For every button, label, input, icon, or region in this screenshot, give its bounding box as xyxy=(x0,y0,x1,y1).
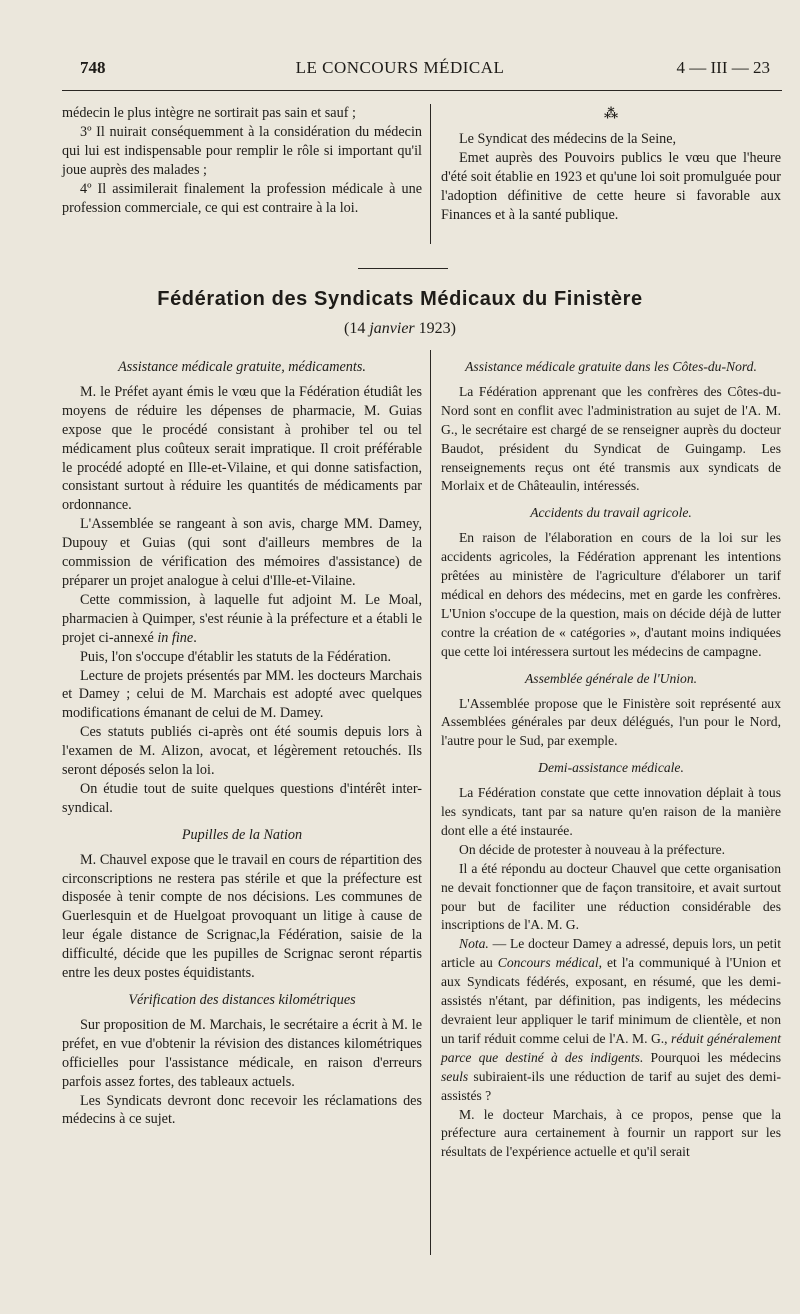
asterism: ⁂ xyxy=(603,107,619,122)
column-divider xyxy=(430,350,431,1255)
text-run-italic: réduit généralement parce que destiné à des indigents. xyxy=(441,1030,781,1065)
subheading: Assemblée générale de l'Union. xyxy=(524,670,698,686)
subheading: Accidents du travail agricole. xyxy=(530,505,692,521)
subheading: Assistance médicale gratuite dans les Côtes-du-Nord. xyxy=(465,359,757,374)
date-part: 1923) xyxy=(414,320,456,337)
paragraph: En raison de l'élaboration en cours de la loi sur les accidents agricoles, la Fédération apprenant les intentions prêtées au ministère de l'agriculture d'élaborer un tarif médical en dehors des médecins, met en garde les confrères. L'Union s'occupe de la question, mais on décide déjà de lutter contre la création de « catégories », d'autant moins indiquées que cette loi intéressera surtout les médecins de campagne. xyxy=(441,530,781,659)
paragraph: Les Syndicats devront donc recevoir les réclamations des médecins à ce sujet. xyxy=(62,1092,422,1128)
top-left-column xyxy=(62,104,422,217)
text-run: Cette commission, à laquelle fut adjoint M. Le Moal, pharmacien à Quimper, s'est réunie à la préfecture et a établi le projet ci-annexé xyxy=(62,591,422,646)
paragraph: L'Assemblée se rangeant à son avis, charge MM. Damey, Dupouy et Guias (qui sont d'ailleurs membres de la commission de vérification des mémoires d'assistance) de préparer un projet analogue à celui d'Ille-et-Vilaine. xyxy=(62,516,422,589)
paragraph: Le Syndicat des médecins de la Seine, xyxy=(459,131,677,147)
text-run: subiraient-ils une réduction de tarif au sujet des demi-assistés ? xyxy=(441,1068,781,1103)
subheading: Assistance médicale gratuite, médicaments. xyxy=(118,359,366,375)
text-run-italic: seuls xyxy=(441,1068,469,1084)
column-divider xyxy=(430,104,431,244)
journal-title: LE CONCOURS MÉDICAL xyxy=(295,58,505,77)
date-part: (14 xyxy=(344,320,370,337)
text-run: , et l'a communiqué à l'Union et aux Syndicats fédérés, exposant, en résumé, que les demi-assistés n'étant, par définition, pas indigents, les médecins devraient leur appliquer le tarif minimum de clientèle, et non un tarif réduit comme celui de l'A. M. G., xyxy=(441,955,781,1046)
subheading: Demi-assistance médicale. xyxy=(538,760,684,776)
paragraph: L'Assemblée propose que le Finistère soit représenté aux Assemblées générales par deux délégués, l'un pour le Nord, l'autre pour le Sud, par exemple. xyxy=(441,695,781,749)
header-rule xyxy=(62,90,782,91)
right-column xyxy=(441,350,781,1162)
issue-date: 4 — III — 23 xyxy=(676,58,770,77)
date-month: janvier xyxy=(369,320,415,337)
paragraph: On décide de protester à nouveau à la préfecture. xyxy=(459,841,726,857)
paragraph xyxy=(62,591,422,648)
text-run: Pourquoi les médecins xyxy=(643,1049,781,1065)
paragraph: Sur proposition de M. Marchais, le secrétaire a écrit à M. le préfet, en vue d'obtenir la révision des distances kilométriques officielles pour l'assistance médicale, en raison d'erreurs parfois assez fortes, des tableaux actuels. xyxy=(62,1016,422,1090)
paragraph: 4º Il assimilerait finalement la profession médicale à une profession commerciale, ce qui est contraire à la loi. xyxy=(62,180,422,216)
text-run-italic: in fine xyxy=(157,629,194,646)
paragraph: Ces statuts publiés ci-après ont été soumis depuis lors à l'examen de M. Alizon, avocat, et légèrement retouchés. Ils seront déposés selon la loi. xyxy=(62,724,422,779)
left-column xyxy=(62,350,422,1129)
text-run-italic: Concours médical xyxy=(497,955,599,971)
section-title: Fédération des Syndicats Médicaux du Finistère xyxy=(157,288,643,310)
paragraph: M. le Préfet ayant émis le vœu que la Fédération étudiât les moyens de réduire les dépenses de pharmacie, M. Guias expose que le procédé consistant à prohiber tel ou tel médicament plus coûteux serait impratique. Il croit préférable le procédé adopté en Ille-et-Vilaine, et qui donne satisfaction, consistant surtout à réduire les quantités de médicaments par ordonnance. xyxy=(62,383,422,514)
paragraph: La Fédération apprenant que les confrères des Côtes-du-Nord sont en conflit avec l'administration au sujet de l'A. M. G., le secrétaire est chargé de se renseigner auprès du docteur Baudot, président du Syndicat de Guingamp. Les renseignements reçus ont été transmis aux syndicats de Morlaix et de Châteaulin, intéressés. xyxy=(441,383,781,494)
paragraph: Emet auprès des Pouvoirs publics le vœu que l'heure d'été soit établie en 1923 et qu'une loi soit promulguée pour l'adoption définitive de cette heure si favorable aux Finances et à la santé publique. xyxy=(441,149,781,223)
paragraph xyxy=(441,935,781,1105)
paragraph: M. le docteur Marchais, à ce propos, pense que la préfecture aura certainement à fournir un rapport sur les résultats de l'expérience actuelle et qu'il serait xyxy=(441,1106,781,1160)
text-run: . xyxy=(193,629,197,646)
text-run-italic: Nota. xyxy=(459,936,489,952)
paragraph: médecin le plus intègre ne sortirait pas sain et sauf ; xyxy=(62,105,356,121)
subheading: Vérification des distances kilométriques xyxy=(128,992,356,1008)
paragraph: Puis, l'on s'occupe d'établir les statuts de la Fédération. xyxy=(80,648,392,665)
running-header xyxy=(0,58,800,88)
paragraph: Lecture de projets présentés par MM. les docteurs Marchais et Damey ; celui de M. Marchais est adopté avec quelques modifications émanant de celui de M. Damey. xyxy=(62,667,422,722)
page-number: 748 xyxy=(80,58,106,77)
paragraph: On étudie tout de suite quelques questions d'intérêt inter-syndical. xyxy=(62,780,422,816)
paragraph: La Fédération constate que cette innovation déplait à tous les syndicats, tant par sa nature qu'en raison de la manière dont elle a été instaurée. xyxy=(441,785,781,838)
subheading: Pupilles de la Nation xyxy=(181,826,303,843)
top-right-column xyxy=(441,106,781,225)
paragraph: 3º Il nuirait conséquemment à la considération du médecin qui lui est indispensable pour remplir le rôle si important qu'il joue auprès des malades ; xyxy=(62,123,422,178)
text-run: — Le docteur Damey a adressé, depuis lors, un petit article au xyxy=(441,936,781,971)
paragraph: Il a été répondu au docteur Chauvel que cette organisation ne devait fonctionner que de façon transitoire, et avait surtout pour but de faciliter une réduction considérable des inscriptions de l'A. M. G. xyxy=(441,860,781,933)
paragraph: M. Chauvel expose que le travail en cours de répartition des circonscriptions ne restera pas stérile et que la préfecture est disposée à tenir compte de nos décisions. Les communes de Guerlesquin et de Huelgoat provoquant un litige à cause de leur égale distance de Scrignac,la Fédération, saisie de la difficulté, décide que les pupilles de Scrignac seront répartis entre les deux postes équidistants. xyxy=(62,851,422,982)
section-date xyxy=(0,320,800,338)
section-separator xyxy=(358,268,448,269)
